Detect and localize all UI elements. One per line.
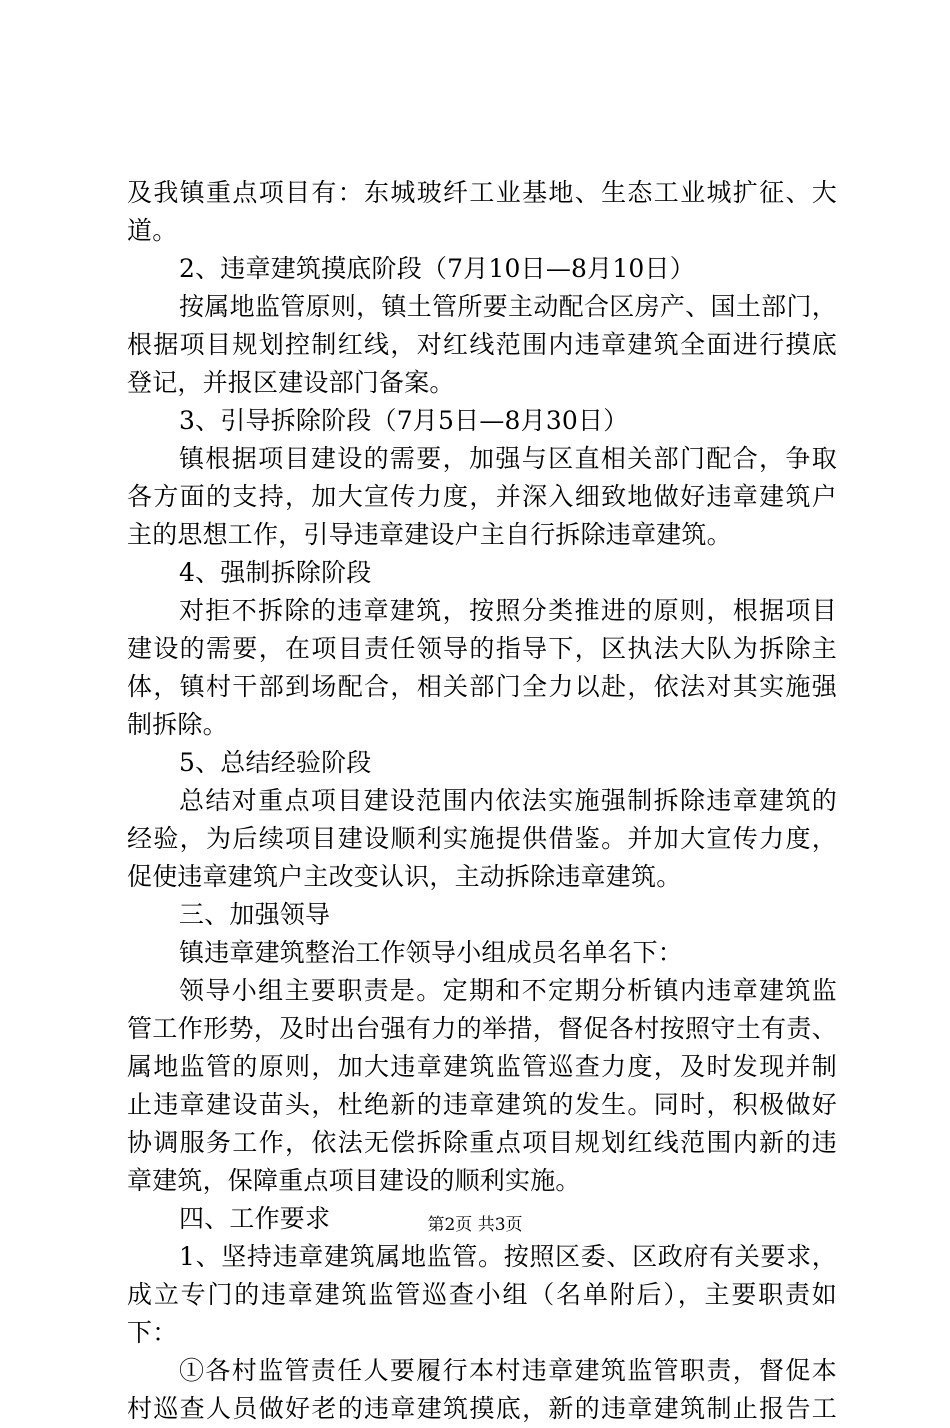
paragraph-line: 章建筑，保障重点项目建设的顺利实施。: [127, 1166, 581, 1195]
paragraph-line: 制拆除。: [127, 710, 228, 739]
paragraph-line: 道。: [127, 216, 178, 245]
paragraph-line: 村巡查人员做好老的违章建筑摸底，新的违章建筑制止报告工: [127, 1394, 837, 1423]
paragraph-line: 根据项目规划控制红线，对红线范围内违章建筑全面进行摸底: [127, 330, 837, 359]
paragraph-line: 体，镇村干部到场配合，相关部门全力以赴，依法对其实施强: [127, 672, 837, 701]
document-body: [127, 174, 837, 1428]
paragraph-line: 按属地监管原则，镇土管所要主动配合区房产、国土部门，: [179, 292, 837, 321]
paragraph-line: 镇违章建筑整治工作领导小组成员名单名下：: [179, 938, 684, 967]
paragraph-line: 促使违章建筑户主改变认识，主动拆除违章建筑。: [127, 862, 682, 891]
paragraph-line: 及我镇重点项目有：东城玻纤工业基地、生态工业城扩征、大: [127, 178, 837, 207]
paragraph-line: 各方面的支持，加大宣传力度，并深入细致地做好违章建筑户: [127, 482, 837, 511]
paragraph-line: 1、坚持违章建筑属地监管。按照区委、区政府有关要求，: [179, 1242, 837, 1271]
paragraph-line: 属地监管的原则，加大违章建筑监管巡查力度，及时发现并制: [127, 1052, 837, 1081]
paragraph-line: 登记，并报区建设部门备案。: [127, 368, 455, 397]
paragraph-line: 下：: [127, 1318, 178, 1347]
page-number-footer: 第2页 共3页: [427, 1215, 523, 1235]
paragraph-line: 成立专门的违章建筑监管巡查小组（名单附后），主要职责如: [127, 1280, 837, 1309]
section-heading: 3、引导拆除阶段（7月5日—8月30日）: [179, 406, 629, 435]
section-heading: 2、违章建筑摸底阶段（7月10日—8月10日）: [179, 254, 695, 283]
paragraph-line: 经验，为后续项目建设顺利实施提供借鉴。并加大宣传力度，: [127, 824, 837, 853]
paragraph-line: 协调服务工作，依法无偿拆除重点项目规划红线范围内新的违: [127, 1128, 837, 1157]
paragraph-line: 管工作形势，及时出台强有力的举措，督促各村按照守土有责、: [127, 1014, 837, 1043]
paragraph-line: 止违章建设苗头，杜绝新的违章建筑的发生。同时，积极做好: [127, 1090, 837, 1119]
paragraph-line: 主的思想工作，引导违章建设户主自行拆除违章建筑。: [127, 520, 732, 549]
paragraph-line: ①各村监管责任人要履行本村违章建筑监管职责，督促本: [179, 1356, 837, 1385]
paragraph-line: 总结对重点项目建设范围内依法实施强制拆除违章建筑的: [179, 786, 837, 815]
paragraph-line: 领导小组主要职责是。定期和不定期分析镇内违章建筑监: [179, 976, 837, 1005]
section-heading: 三、加强领导: [179, 900, 331, 929]
section-heading: 四、工作要求: [179, 1204, 331, 1233]
section-heading: 5、总结经验阶段: [179, 748, 372, 777]
paragraph-line: 镇根据项目建设的需要，加强与区直相关部门配合，争取: [179, 444, 837, 473]
section-heading: 4、强制拆除阶段: [179, 558, 372, 587]
paragraph-line: 对拒不拆除的违章建筑，按照分类推进的原则，根据项目: [179, 596, 837, 625]
paragraph-line: 建设的需要，在项目责任领导的指导下，区执法大队为拆除主: [127, 634, 837, 663]
